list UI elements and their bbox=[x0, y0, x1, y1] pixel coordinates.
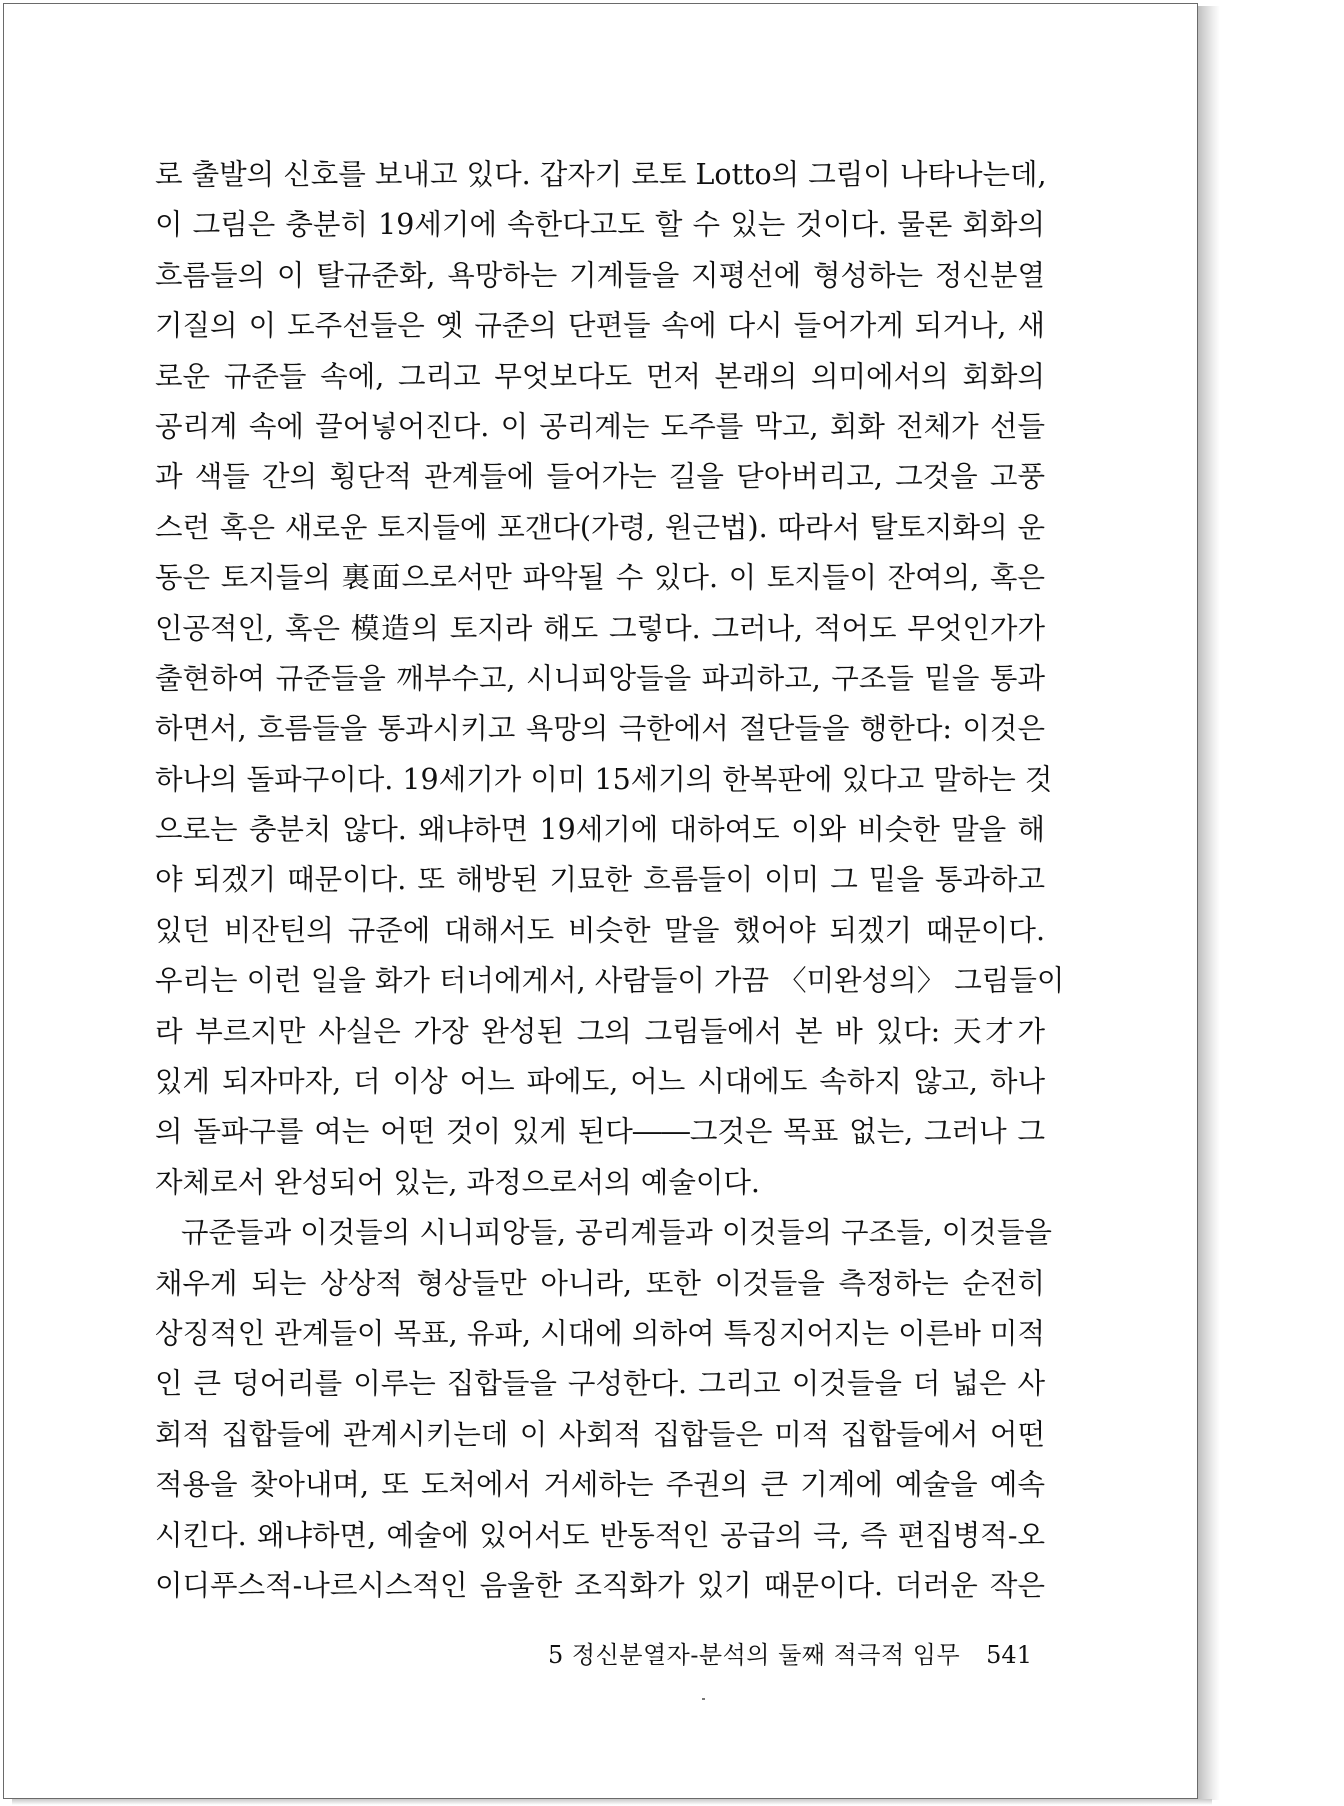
paragraph-start-line: 규준들과 이것들의 시니피앙들, 공리계들과 이것들의 구조들, 이것들을 bbox=[181, 1216, 1052, 1250]
text-line: 하나의 돌파구이다. 19세기가 이미 15세기의 한복판에 있다고 말하는 것 bbox=[155, 762, 1053, 796]
text-line: 동은 토지들의 裏面으로서만 파악될 수 있다. 이 토지들이 잔여의, 혹은 bbox=[155, 561, 1045, 595]
text-line: 흐름들의 이 탈규준화, 욕망하는 기계들을 지평선에 형성하는 정신분열 bbox=[155, 258, 1045, 292]
text-line: 인 큰 덩어리를 이루는 집합들을 구성한다. 그리고 이것들을 더 넓은 사 bbox=[155, 1367, 1045, 1401]
body-text bbox=[155, 150, 1065, 1611]
text-line: 상징적인 관계들이 목표, 유파, 시대에 의하여 특징지어지는 이른바 미적 bbox=[155, 1316, 1045, 1350]
page-number: 541 bbox=[986, 1641, 1032, 1669]
text-line: 과 색들 간의 횡단적 관계들에 들어가는 길을 닫아버리고, 그것을 고풍 bbox=[155, 460, 1045, 494]
text-line: 우리는 이런 일을 화가 터너에게서, 사람들이 가끔 〈미완성의〉 그림들이 bbox=[155, 964, 1065, 998]
text-line: 적용을 찾아내며, 또 도처에서 거세하는 주권의 큰 기계에 예술을 예속 bbox=[155, 1468, 1045, 1502]
page-edge-shadow bbox=[1196, 6, 1220, 1800]
page-bottom-shadow bbox=[12, 1799, 1212, 1805]
text-line: 야 되겠기 때문이다. 또 해방된 기묘한 흐름들이 이미 그 밑을 통과하고 bbox=[155, 863, 1045, 897]
text-line: 시킨다. 왜냐하면, 예술에 있어서도 반동적인 공급의 극, 즉 편집병적-오 bbox=[155, 1518, 1045, 1552]
print-speck bbox=[702, 1698, 705, 1700]
text-line: 회적 집합들에 관계시키는데 이 사회적 집합들은 미적 집합들에서 어떤 bbox=[155, 1417, 1045, 1451]
text-line: 으로는 충분치 않다. 왜냐하면 19세기에 대하여도 이와 비슷한 말을 해 bbox=[155, 813, 1045, 847]
paragraph-end-line: 자체로서 완성되어 있는, 과정으로서의 예술이다. bbox=[155, 1165, 760, 1199]
text-line: 의 돌파구를 여는 어떤 것이 있게 된다――그것은 목표 없는, 그러나 그 bbox=[155, 1115, 1045, 1149]
text-line: 하면서, 흐름들을 통과시키고 욕망의 극한에서 절단들을 행한다: 이것은 bbox=[155, 712, 1045, 746]
text-line: 기질의 이 도주선들은 옛 규준의 단편들 속에 다시 들어가게 되거나, 새 bbox=[155, 309, 1045, 343]
chapter-title: 5 정신분열자-분석의 둘째 적극적 임무 bbox=[548, 1641, 961, 1669]
text-line: 있던 비잔틴의 규준에 대해서도 비슷한 말을 했어야 되겠기 때문이다. bbox=[155, 913, 1045, 947]
text-line: 공리계 속에 끌어넣어진다. 이 공리계는 도주를 막고, 회화 전체가 선들 bbox=[155, 409, 1045, 443]
text-line: 인공적인, 혹은 模造의 토지라 해도 그렇다. 그러나, 적어도 무엇인가가 bbox=[155, 611, 1045, 645]
text-line: 채우게 되는 상상적 형상들만 아니라, 또한 이것들을 측정하는 순전히 bbox=[155, 1266, 1045, 1300]
text-line: 스런 혹은 새로운 토지들에 포갠다(가령, 원근법). 따라서 탈토지화의 운 bbox=[155, 510, 1045, 544]
text-line: 이디푸스적-나르시스적인 음울한 조직화가 있기 때문이다. 더러운 작은 bbox=[155, 1568, 1045, 1602]
text-line: 로 출발의 신호를 보내고 있다. 갑자기 로토 Lotto의 그림이 나타나는데, bbox=[155, 158, 1047, 191]
text-line: 있게 되자마자, 더 이상 어느 파에도, 어느 시대에도 속하지 않고, 하나 bbox=[155, 1065, 1045, 1099]
text-line: 로운 규준들 속에, 그리고 무엇보다도 먼저 본래의 의미에서의 회화의 bbox=[155, 359, 1045, 393]
text-line: 이 그림은 충분히 19세기에 속한다고도 할 수 있는 것이다. 물론 회화의 bbox=[155, 208, 1045, 242]
text-line: 라 부르지만 사실은 가장 완성된 그의 그림들에서 본 바 있다: 天才가 bbox=[155, 1014, 1045, 1048]
text-line: 출현하여 규준들을 깨부수고, 시니피앙들을 파괴하고, 구조들 밑을 통과 bbox=[155, 661, 1045, 695]
running-footer bbox=[548, 1635, 1032, 1675]
